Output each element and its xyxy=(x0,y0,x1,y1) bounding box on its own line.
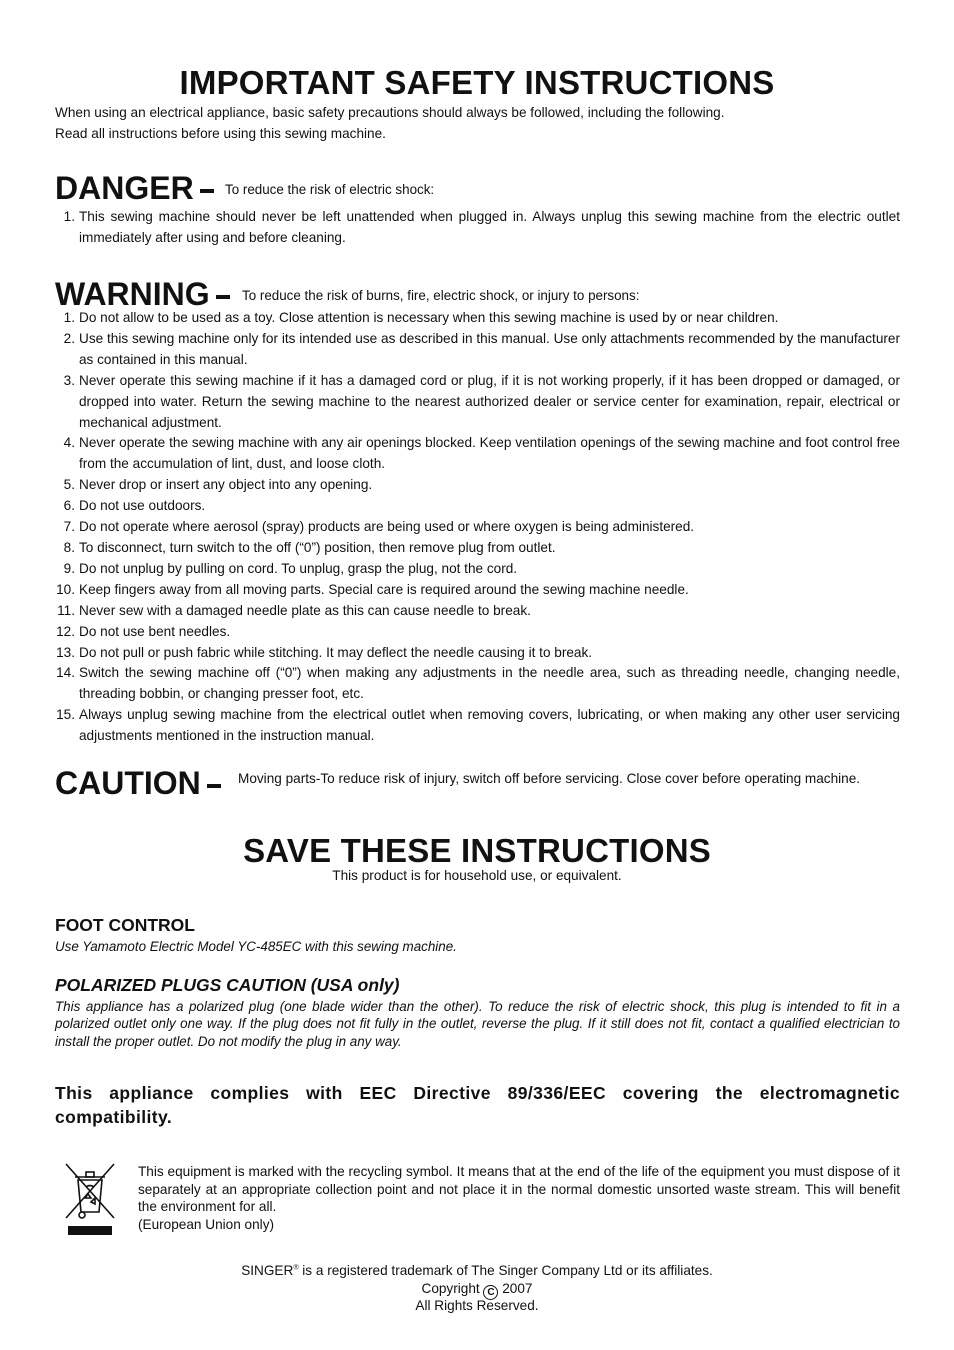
caution-dash xyxy=(207,784,221,788)
warning-item-number: 9. xyxy=(63,560,75,576)
brand-name: SINGER xyxy=(241,1263,294,1278)
trademark-line xyxy=(0,1263,954,1278)
warning-dash xyxy=(216,295,230,299)
warning-item-text: Do not use outdoors. xyxy=(79,498,206,514)
warning-item-text: Keep fingers away from all moving parts. Special care is required around the sewing machine needle. xyxy=(79,581,689,597)
warning-item-number: 5. xyxy=(63,477,75,493)
danger-item-number: 1. xyxy=(63,209,75,224)
danger-label: DANGER xyxy=(55,170,194,206)
warning-item-number: 6. xyxy=(63,498,75,514)
danger-dash xyxy=(200,189,214,193)
warning-item xyxy=(55,433,900,475)
page-title: IMPORTANT SAFETY INSTRUCTIONS xyxy=(179,64,775,101)
warning-label: WARNING xyxy=(55,276,210,312)
warning-item-number: 15. xyxy=(56,707,75,723)
warning-item-number: 4. xyxy=(63,435,75,451)
caution-label: CAUTION xyxy=(55,765,201,801)
copyright-label: Copyright xyxy=(421,1281,480,1296)
warning-item-number: 14. xyxy=(56,665,75,681)
warning-item xyxy=(55,329,900,371)
warning-item xyxy=(55,371,900,434)
intro-line-1: When using an electrical appliance, basic safety precautions should always be followed, including the following. xyxy=(55,105,725,120)
warning-item-text: Never sew with a damaged needle plate as this can cause needle to break. xyxy=(79,602,531,618)
warning-item-text: Use this sewing machine only for its intended use as described in this manual. Use only attachments recommended by the manufacturer as contained in this manual. xyxy=(79,330,900,367)
warning-item-text: Never drop or insert any object into any opening. xyxy=(79,477,373,493)
save-subtitle: This product is for household use, or equivalent. xyxy=(332,868,622,883)
warning-item-number: 3. xyxy=(63,372,75,388)
danger-item-text: This sewing machine should never be left unattended when plugged in. Always unplug this sewing machine from the electric outlet immediately after using and before cleaning. xyxy=(79,209,900,245)
eec-compliance: This appliance complies with EEC Directive 89/336/EEC covering the electromagnetic compatibility. xyxy=(55,1083,900,1127)
warning-item-text: To disconnect, turn switch to the off (“0”) position, then remove plug from outlet. xyxy=(79,539,556,555)
warning-item-number: 2. xyxy=(63,330,75,346)
trademark-text: is a registered trademark of The Singer Company Ltd or its affiliates. xyxy=(298,1263,713,1278)
warning-item-number: 8. xyxy=(63,539,75,555)
warning-item xyxy=(55,308,900,329)
copyright-symbol: C xyxy=(483,1285,498,1300)
warning-item xyxy=(55,517,900,538)
warning-item-number: 12. xyxy=(56,623,75,639)
warning-item-text: Do not use bent needles. xyxy=(79,623,231,639)
save-heading: SAVE THESE INSTRUCTIONS xyxy=(243,832,711,869)
warning-item-text: Do not pull or push fabric while stitching. It may deflect the needle causing it to break. xyxy=(79,644,593,660)
caution-text: Moving parts-To reduce risk of injury, switch off before servicing. Close cover before operating machine. xyxy=(238,771,861,786)
foot-control-heading: FOOT CONTROL xyxy=(55,915,195,935)
warning-item xyxy=(55,643,900,664)
warning-item-text: Switch the sewing machine off (“0”) when making any adjustments in the needle area, such as threading needle, changing needle, threading bobbin, or changing presser foot, etc. xyxy=(79,665,900,702)
warning-item-number: 10. xyxy=(56,581,75,597)
registered-mark: ® xyxy=(293,1264,299,1272)
warning-item-text: Do not allow to be used as a toy. Close attention is necessary when this sewing machine is used by or near children. xyxy=(79,310,779,325)
warning-item xyxy=(55,601,900,622)
warning-item xyxy=(55,663,900,705)
warning-item-text: Never operate the sewing machine with any air openings blocked. Keep ventilation openings of the sewing machine and foot control free from the accumulation of lint, dust, and loose cloth. xyxy=(79,435,900,472)
warning-item-text: Do not operate where aerosol (spray) products are being used or where oxygen is being administered. xyxy=(79,519,695,535)
warning-item-text: Never operate this sewing machine if it has a damaged cord or plug, if it is not working properly, if it has been dropped or damaged, or dropped into water. Return the sewing machine to the nearest authorized dealer or service center for examination, repair, electrical or mechanical adjustment. xyxy=(79,372,900,430)
warning-item xyxy=(55,496,900,517)
warning-item-text: Do not unplug by pulling on cord. To unplug, grasp the plug, not the cord. xyxy=(79,560,518,576)
polarized-heading: POLARIZED PLUGS CAUTION (USA only) xyxy=(55,975,400,995)
caution-heading xyxy=(55,765,221,802)
danger-item xyxy=(55,207,900,249)
warning-item xyxy=(55,475,900,496)
danger-subtitle: To reduce the risk of electric shock: xyxy=(225,182,435,197)
foot-control-text: Use Yamamoto Electric Model YC-485EC with this sewing machine. xyxy=(55,939,457,954)
warning-subtitle: To reduce the risk of burns, fire, electric shock, or injury to persons: xyxy=(242,288,640,303)
warning-item-number: 11. xyxy=(57,602,75,618)
danger-heading xyxy=(55,170,214,207)
crossed-out-wheelie-bin-icon xyxy=(62,1160,118,1238)
rights-line: All Rights Reserved. xyxy=(415,1298,539,1313)
warning-item xyxy=(55,705,900,747)
warning-item-number: 7. xyxy=(63,519,75,535)
warning-item-number: 1. xyxy=(63,310,75,325)
warning-item-text: Always unplug sewing machine from the electrical outlet when removing covers, lubricating, or when making any other user servicing adjustments mentioned in the instruction manual. xyxy=(79,707,900,744)
recycling-note: (European Union only) xyxy=(138,1217,275,1232)
danger-list xyxy=(55,207,900,249)
warning-item xyxy=(55,538,900,559)
warning-item xyxy=(55,622,900,643)
warning-item xyxy=(55,559,900,580)
recycling-text: This equipment is marked with the recycling symbol. It means that at the end of the life of the equipment you must dispose of it separately at an appropriate collection point and not place it in the normal domestic unsorted waste stream. This will benefit the environment for all. xyxy=(138,1164,900,1214)
polarized-text: This appliance has a polarized plug (one blade wider than the other). To reduce the risk of electric shock, this plug is intended to fit in a polarized outlet only one way. If the plug does not fit fully in the outlet, reverse the plug. If it still does not fit, contact a qualified electrician to install the proper outlet. Do not modify the plug in any way. xyxy=(55,999,900,1049)
intro-line-2: Read all instructions before using this sewing machine. xyxy=(55,126,386,141)
copyright-year: 2007 xyxy=(502,1281,533,1296)
warning-item-number: 13. xyxy=(56,644,75,660)
warning-item xyxy=(55,580,900,601)
warning-list xyxy=(55,308,900,747)
